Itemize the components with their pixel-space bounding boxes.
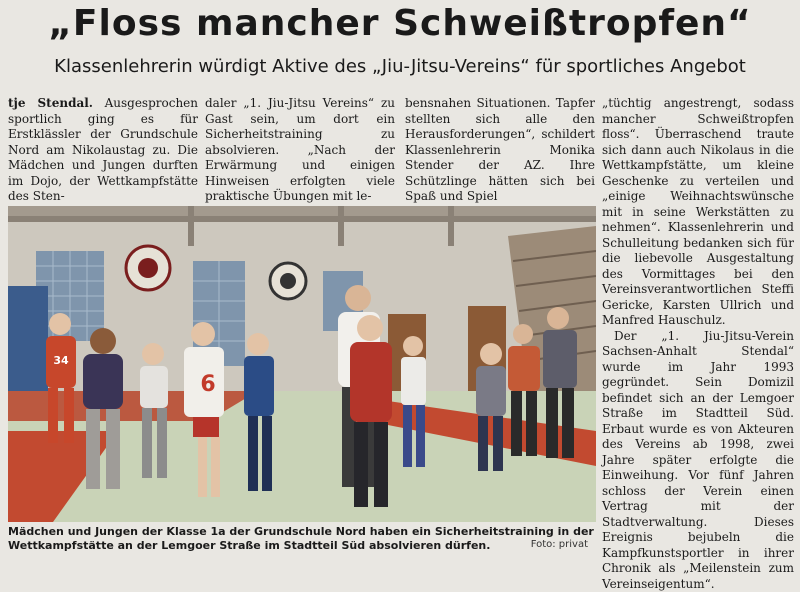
article-subheadline: Klassenlehrerin würdigt Aktive des „Jiu-Jitsu-Vereins“ für sportliches Angebot <box>0 56 800 78</box>
article-column-3: bensnahen Situationen. Tapfer stellten sich alle den Herausforderungen“, schildert Klassenlehrerin Monika Stender der AZ. Ihre Schützlinge hätten sich bei Spaß und Spiel <box>405 96 595 205</box>
column-4-paragraph-1: „tüchtig angestrengt, sodass mancher Schweißtropfen floss“. Überraschend traute sich dann auch Nikolaus in die Wettkampfstätte, um kleine Geschenke zu verteilen und „einige Weihnachtswünsche mit in seine Werkstätten zu nehmen“. Klassenlehrerin und Schulleitung bedanken sich für die liebevolle Ausgestaltung des Vormittages bei den Vereinsverantwortlichen Steffi Gericke, Karsten Ullrich und Manfred Hauschulz. <box>602 96 794 329</box>
dateline: tje Stendal. <box>8 96 93 110</box>
article-column-1 <box>8 96 198 205</box>
article-column-2: daler „1. Jiu-Jitsu Vereins“ zu Gast sein, um dort ein Sicherheitstraining zu absolvieren. „Nach der Erwärmung und einigen Hinweisen erfolgten viele praktische Übungen mit le- <box>205 96 395 205</box>
article-photo <box>8 206 596 522</box>
column-1-text: Ausgesprochen sportlich ging es für Erstklässler der Grundschule Nord am Nikolaustag zu. Die Mädchen und Jungen durften im Dojo, der Wettkampfstätte des Sten- <box>8 96 198 203</box>
column-4-paragraph-2: Der „1. Jiu-Jitsu-Verein Sachsen-Anhalt Stendal“ wurde im Jahr 1993 gegründet. Sein Domizil befindet sich an der Lemgoer Straße im Stadtteil Süd. Erbaut wurde es von Akteuren des Vereins ab 1998, zwei Jahre später erfolgte die Einweihung. Vor fünf Jahren schloss der Verein einen Vertrag mit der Stadtverwaltung. Dieses Ereignis bejubeln die Kampfkunstsportler in ihrer Chronik als „Meilenstein zum Vereinseigentum“. <box>602 329 794 592</box>
gym-scene-illustration <box>8 206 596 522</box>
shirt-number-6: 6 <box>200 372 215 397</box>
photo-credit: Foto: privat <box>531 539 588 550</box>
article-column-4 <box>602 96 794 592</box>
photo-caption: Mädchen und Jungen der Klasse 1a der Grundschule Nord haben ein Sicherheitstraining in der Wettkampfstätte an der Lemgoer Straße im Stadtteil Süd absolvieren dürfen. <box>8 525 598 553</box>
article-headline: „Floss mancher Schweißtropfen“ <box>0 0 800 48</box>
shirt-number-34: 34 <box>53 354 69 367</box>
